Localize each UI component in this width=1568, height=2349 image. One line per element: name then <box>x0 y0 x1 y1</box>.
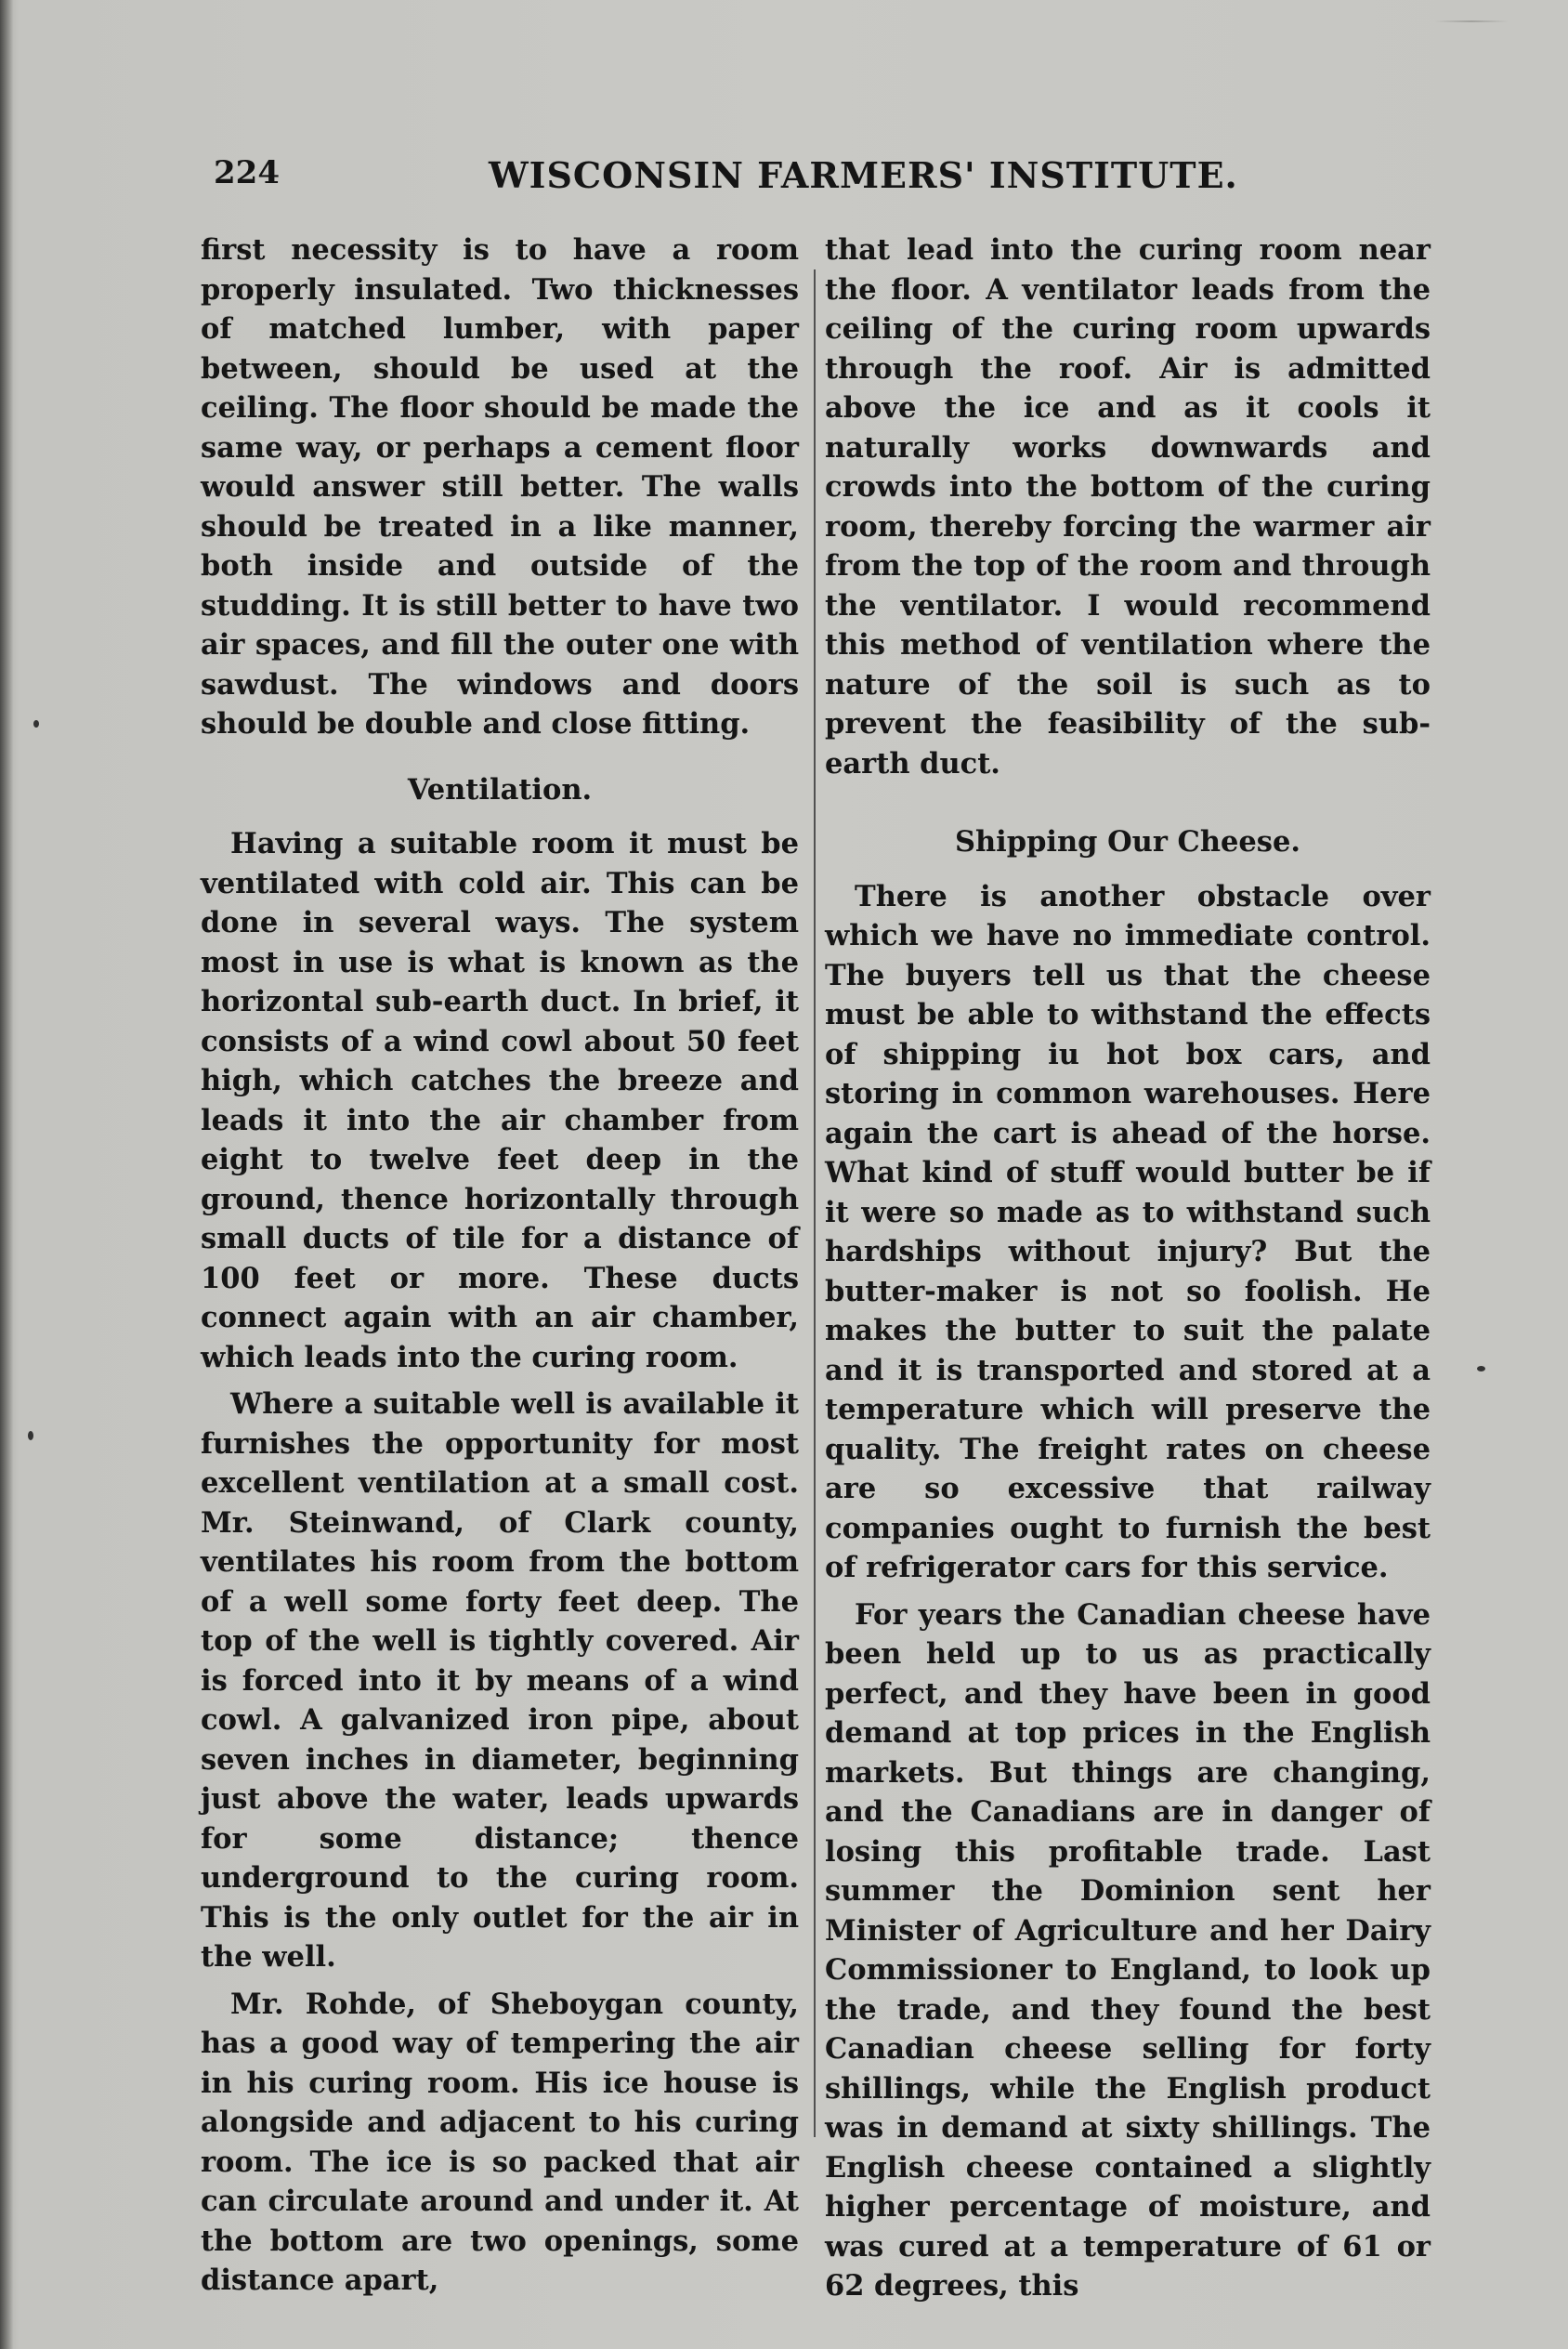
page-header <box>193 149 1429 204</box>
right-column <box>806 230 1431 2306</box>
right-paragraph-1: that lead into the curing room near the floor. A ventilator leads from the ceiling of the curing room upwards through the roof. Air is admitted above the ice and as it cools it naturally works downwards and crowds into the bottom of the curing room, thereby forcing the warmer air from the top of the room and through the ventilator. I would recommend this method of ventilation where the nature of the soil is such as to prevent the feasibility of the sub-earth duct. <box>825 233 1431 781</box>
left-column <box>201 230 799 2301</box>
right-paragraph-2: There is another obstacle over which we have no immediate control. The buyers tell us that the cheese must be able to withstand the effects of shipping iu hot box cars, and storing in common warehouses. Here again the cart is ahead of the horse. What kind of stuff would butter be if it were so made as to withstand such hardships without injury? But the butter-maker is not so foolish. He makes the butter to suit the palate and it is transported and stored at a temperature which will preserve the quality. The freight rates on cheese are so excessive that railway companies ought to furnish the best of refrigerator cars for this service. <box>825 879 1431 1584</box>
page-binding-edge <box>0 0 13 2349</box>
page-number: 224 <box>214 154 280 191</box>
section-heading-ventilation: Ventilation. <box>407 772 593 807</box>
right-column-body <box>806 230 1431 2306</box>
running-title: WISCONSIN FARMERS' INSTITUTE. <box>489 154 1238 196</box>
scan-speck <box>1477 1366 1485 1371</box>
left-paragraph-3: Where a suitable well is available it furnishes the opportunity for most excellent ventilation at a small cost. Mr. Steinwand, of Clark county, ventilates his room from the bottom of a well some forty feet deep. The top of the well is tightly covered. Air is forced into it by means of a wind cowl. A galvanized iron pipe, about seven inches in diameter, beginning just above the water, leads upwards for some distance; thence underground to the curing room. This is the only outlet for the air in the well. <box>201 1387 799 1974</box>
left-paragraph-2: Having a suitable room it must be ventilated with cold air. This can be done in several ways. The system most in use is what is known as the horizontal sub-earth duct. In brief, it consists of a wind cowl about 50 feet high, which catches the breeze and leads it into the air chamber from eight to twelve feet deep in the ground, thence horizontally through small ducts of tile for a distance of 100 feet or more. These ducts connect again with an air chamber, which leads into the curing room. <box>201 827 799 1374</box>
section-heading-shipping: Shipping Our Cheese. <box>954 825 1301 859</box>
scan-speck <box>28 1431 33 1440</box>
scan-speck <box>33 720 39 728</box>
right-paragraph-3: For years the Canadian cheese have been held up to us as practically perfect, and they have been in good demand at top prices in the English markets. But things are changing, and the Canadians are in danger of losing this profitable trade. Last summer the Dominion sent her Minister of Agriculture and her Dairy Commissioner to England, to look up the trade, and they found the best Canadian cheese selling for forty shillings, while the English product was in demand at sixty shillings. The English cheese contained a slightly higher percentage of moisture, and was cured at a temperature of 61 or 62 degrees, this <box>825 1597 1431 2303</box>
left-paragraph-1: first necessity is to have a room properly insulated. Two thicknesses of matched lumber, with paper between, should be used at the ceiling. The floor should be made the same way, or perhaps a cement floor would answer still better. The walls should be treated in a like manner, both inside and outside of the studding. It is still better to have two air spaces, and fill the outer one with sawdust. The windows and doors should be double and close fitting. <box>201 233 799 741</box>
left-paragraph-4: Mr. Rohde, of Sheboygan county, has a good way of tempering the air in his curing room. His ice house is alongside and adjacent to his curing room. The ice is so packed that air can circulate around and under it. At the bottom are two openings, some distance apart, <box>201 1987 799 2297</box>
page-crease <box>1434 20 1509 22</box>
